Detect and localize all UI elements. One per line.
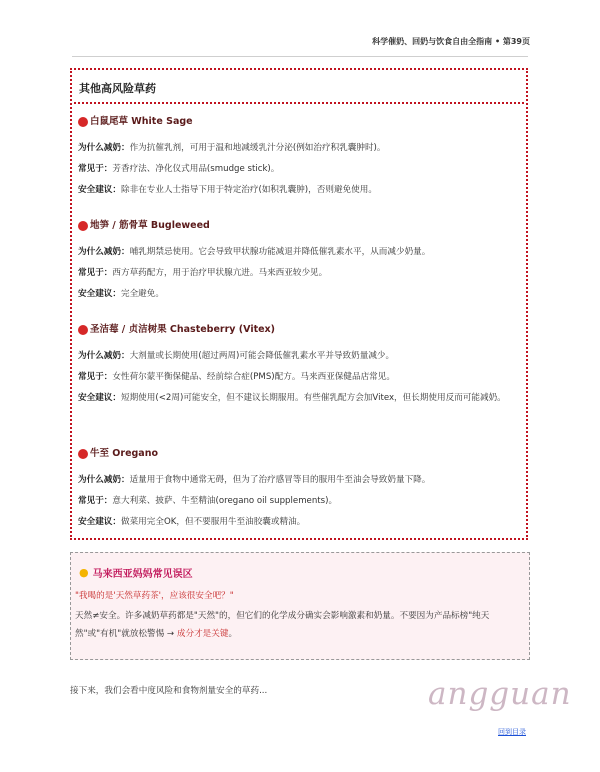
herb-name-text: 白鼠尾草 White Sage: [90, 116, 193, 127]
why-text: 哺乳期禁忌使用。它会导致甲状腺功能减退并降低催乳素水平，从而减少奶量。: [129, 247, 431, 257]
herb-bugleweed: [78, 218, 522, 303]
why-label: 为什么减奶：: [78, 351, 130, 361]
myth-callout: [70, 552, 530, 660]
seen-text: 西方草药配方，用于治疗甲状腺亢进。马来西亚较少见。: [112, 268, 328, 278]
red-circle-icon: [78, 325, 88, 335]
red-circle-icon: [78, 221, 88, 231]
advice-text: 除非在专业人士指导下用于特定治疗(如积乳囊肿)，否则避免使用。: [120, 185, 377, 195]
red-circle-icon: [78, 117, 88, 127]
advice-label: 安全建议：: [78, 185, 121, 195]
seen-label: 常见于：: [78, 164, 113, 174]
seen-label: 常见于：: [78, 496, 113, 506]
herb-advice: [78, 286, 522, 303]
seen-text: 意大利菜、披萨、牛至精油(oregano oil supplements)。: [112, 496, 338, 506]
advice-text: 完全避免。: [120, 289, 164, 299]
section-title-bar: [74, 72, 524, 104]
herb-advice: [78, 182, 522, 199]
header-divider: [72, 56, 528, 57]
section-title: 其他高风险草药: [79, 82, 156, 95]
seen-label: 常见于：: [78, 268, 113, 278]
lightbulb-icon: ●: [79, 566, 89, 579]
herb-seen: [78, 161, 522, 178]
callout-body: [75, 607, 523, 643]
why-label: 为什么减奶：: [78, 247, 130, 257]
advice-text: 做菜用完全OK，但不要服用牛至油胶囊或精油。: [120, 517, 306, 527]
why-text: 大剂量或长期使用(超过两周)可能会降低催乳素水平并导致奶量减少。: [129, 351, 395, 361]
herb-name: [78, 322, 522, 338]
herb-seen: [78, 493, 522, 510]
herb-name-text: 牛至 Oregano: [90, 448, 159, 459]
high-risk-herbs-section: [70, 68, 528, 540]
herb-name: [78, 114, 522, 130]
herb-why: [78, 244, 522, 261]
back-to-toc-link[interactable]: 回到目录: [498, 728, 526, 736]
herb-advice: [78, 390, 522, 407]
herb-name: [78, 218, 522, 234]
callout-body-end: 。: [228, 629, 238, 639]
signature-watermark: angguan: [428, 676, 572, 712]
next-section-text: 接下来，我们会看中度风险和食物剂量安全的草药...: [70, 686, 268, 696]
herb-why: [78, 140, 522, 157]
why-label: 为什么减奶：: [78, 475, 130, 485]
seen-label: 常见于：: [78, 372, 113, 382]
herb-why: [78, 472, 522, 489]
red-circle-icon: [78, 449, 88, 459]
herb-seen: [78, 369, 522, 386]
seen-text: 芳香疗法、净化仪式用品(smudge stick)。: [112, 164, 280, 174]
page-header: 科学催奶、回奶与饮食自由全指南 • 第39页: [372, 37, 530, 46]
callout-highlight: 成分才是关键: [176, 629, 229, 639]
why-text: 适量用于食物中通常无碍，但为了治疗感冒等目的服用牛至油会导致奶量下降。: [129, 475, 431, 485]
why-text: 作为抗催乳剂，可用于温和地减缓乳汁分泌(例如治疗积乳囊肿时)。: [129, 143, 386, 153]
herb-name-text: 地笋 / 筋骨草 Bugleweed: [90, 220, 210, 231]
herb-name-text: 圣洁莓 / 贞洁树果 Chasteberry (Vitex): [90, 324, 276, 335]
advice-label: 安全建议：: [78, 289, 121, 299]
herb-chasteberry: [78, 322, 522, 407]
herb-seen: [78, 265, 522, 282]
herb-name: [78, 446, 522, 462]
seen-text: 女性荷尔蒙平衡保健品、经前综合症(PMS)配方。马来西亚保健品店常见。: [112, 372, 395, 382]
advice-label: 安全建议：: [78, 393, 121, 403]
herb-why: [78, 348, 522, 365]
callout-title: [79, 565, 193, 580]
herb-oregano: [78, 446, 522, 531]
herb-advice: [78, 514, 522, 531]
callout-title-text: 马来西亚妈妈常见误区: [92, 569, 193, 580]
advice-text: 短期使用(<2周)可能安全，但不建议长期服用。有些催乳配方会加Vitex，但长期使用反而可能减奶。: [120, 393, 506, 403]
herb-white-sage: [78, 114, 522, 199]
callout-quote: "我喝的是'天然草药茶'，应该很安全吧？": [75, 591, 234, 601]
why-label: 为什么减奶：: [78, 143, 130, 153]
callout-body-text: 天然≠安全。许多减奶草药都是"天然"的，但它们的化学成分确实会影响激素和奶量。不要因为产品标榜"纯天然"或"有机"就放松警惕 →: [75, 611, 490, 639]
advice-label: 安全建议：: [78, 517, 121, 527]
